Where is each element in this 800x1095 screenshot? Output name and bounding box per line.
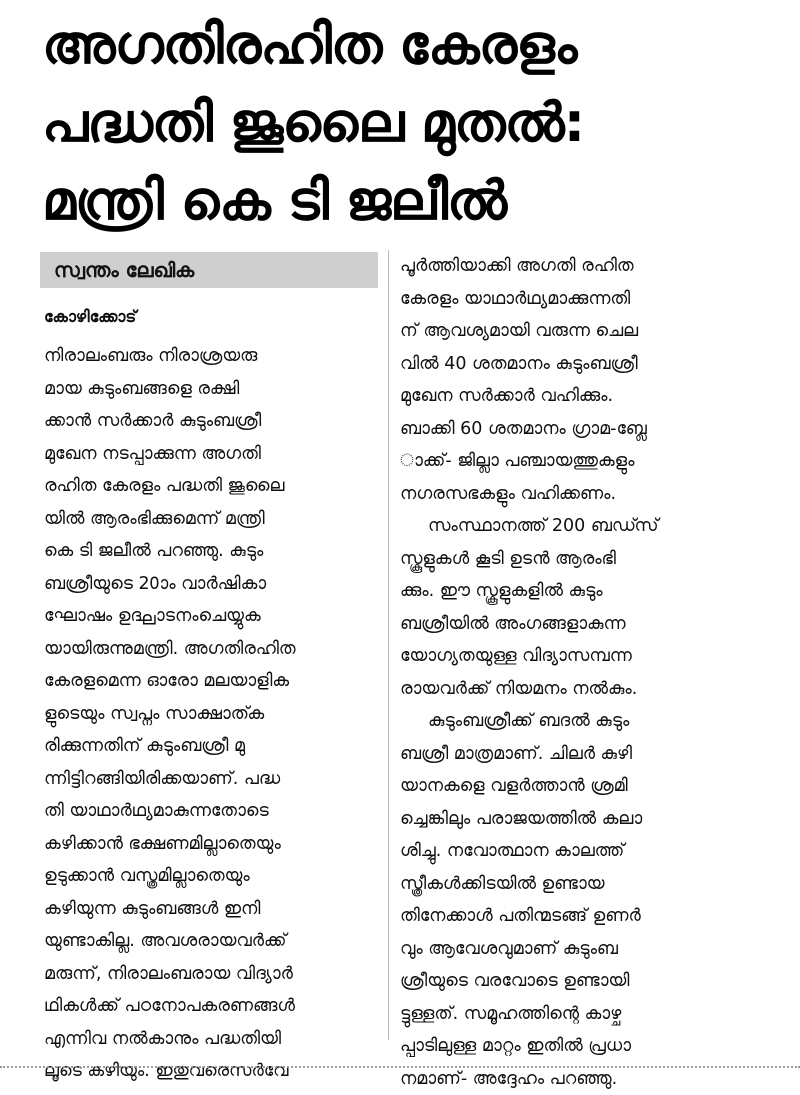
column-1-line: യുണ്ടാകില്ല. അവശരായവർക്ക് bbox=[44, 925, 384, 958]
column-1-line: കെ ടി ജലീൽ പറഞ്ഞു. കുടും bbox=[44, 535, 384, 568]
column-2-line: കേരളം യാഥാർഥ്യമാക്കുന്നതി bbox=[400, 283, 760, 316]
headline bbox=[42, 6, 782, 240]
dateline: കോഴിക്കോട് bbox=[44, 305, 136, 329]
column-2-line: ാക്ക്- ജില്ലാ പഞ്ചായത്തുകളും bbox=[400, 445, 760, 478]
column-2-line: സ്ത്രീകൾക്കിടയിൽ ഉണ്ടായ bbox=[400, 868, 760, 901]
column-2-line: ട്ടുള്ളത്. സമൂഹത്തിന്റെ കാഴ്ച bbox=[400, 998, 760, 1031]
column-2-line: ബശ്രീയിൽ അംഗങ്ങളാകുന്ന bbox=[400, 608, 760, 641]
column-1-line: ഥികൾക്ക് പഠനോപകരണങ്ങൾ bbox=[44, 990, 384, 1023]
column-1-line: ലൂടെ കഴിയും. ഇതുവരെസർവേ bbox=[44, 1055, 384, 1088]
column-1-line: ളുടെയും സ്വപ്നം സാക്ഷാത്ക bbox=[44, 698, 384, 731]
column-1-line: മരുന്ന്, നിരാലംബരായ വിദ്യാർ bbox=[44, 958, 384, 991]
column-2-line: തിനേക്കാൾ പതിന്മടങ്ങ് ഉണർ bbox=[400, 900, 760, 933]
column-2-line: ബശ്രീ മാത്രമാണ്. ചിലർ കുഴി bbox=[400, 738, 760, 771]
column-1-line: ഉടുക്കാൻ വസ്ത്രമില്ലാതെയും bbox=[44, 860, 384, 893]
column-1-line: മായ കുടുംബങ്ങളെ രക്ഷി bbox=[44, 373, 384, 406]
byline-box bbox=[40, 252, 378, 288]
column-2-line: യാനകളെ വളർത്താൻ ശ്രമി bbox=[400, 770, 760, 803]
bottom-dotted-rule bbox=[0, 1066, 800, 1068]
column-2-line: ക്കും. ഈ സ്കൂളുകളിൽ കുടും bbox=[400, 575, 760, 608]
column-2-line: വും ആവേശവുമാണ് കുടുംബ bbox=[400, 933, 760, 966]
column-2-line: സംസ്ഥാനത്ത് 200 ബഡ്സ് bbox=[400, 510, 760, 543]
headline-line-3: മന്ത്രി കെ ടി ജലീൽ bbox=[42, 162, 782, 240]
column-2-line: ന് ആവശ്യമായി വരുന്ന ചെല bbox=[400, 315, 760, 348]
column-2-line: വിൽ 40 ശതമാനം കുടുംബശ്രീ bbox=[400, 348, 760, 381]
column-2-line: പൂർത്തിയാക്കി അഗതി രഹിത bbox=[400, 250, 760, 283]
column-2-line: രായവർക്ക് നിയമനം നൽകും. bbox=[400, 673, 760, 706]
column-1-line: ഘോഷം ഉദ്ഘാടനംചെയ്യുക bbox=[44, 600, 384, 633]
column-2-line: ശിച്ചു. നവോത്ഥാന കാലത്ത് bbox=[400, 835, 760, 868]
column-2-line: പ്പാടിലുള്ള മാറ്റം ഇതിൽ പ്രധാ bbox=[400, 1030, 760, 1063]
column-1-line: ക്കാൻ സർക്കാർ കുടുംബശ്രീ bbox=[44, 405, 384, 438]
headline-line-1: അഗതിരഹിത കേരളം bbox=[42, 6, 782, 84]
column-1-line: ബശ്രീയുടെ 20ാം വാർഷികാ bbox=[44, 568, 384, 601]
headline-line-2: പദ്ധതി ജൂലൈ മുതൽ: bbox=[42, 84, 782, 162]
column-2-line: ശ്രീയുടെ വരവോടെ ഉണ്ടായി bbox=[400, 965, 760, 998]
column-1-line: യായിരുന്നുമന്ത്രി. അഗതിരഹിത bbox=[44, 633, 384, 666]
column-1-line: എന്നിവ നൽകാനും പദ്ധതിയി bbox=[44, 1023, 384, 1056]
byline: സ്വന്തം ലേഖിക bbox=[54, 256, 194, 284]
column-2-line: ബാക്കി 60 ശതമാനം ഗ്രാമ-ബ്ലേ bbox=[400, 413, 760, 446]
column-1-line: നിരാലംബരും നിരാശ്രയരു bbox=[44, 340, 384, 373]
column-2-line: ച്ചെങ്കിലും പരാജയത്തിൽ കലാ bbox=[400, 803, 760, 836]
column-1-line: കേരളമെന്ന ഓരോ മലയാളിക bbox=[44, 665, 384, 698]
column-1-line: കഴിക്കാൻ ഭക്ഷണമില്ലാതെയും bbox=[44, 828, 384, 861]
column-divider bbox=[388, 250, 389, 1040]
column-1-line: രിക്കുന്നതിന് കുടുംബശ്രീ മു bbox=[44, 730, 384, 763]
column-2-line: കുടുംബശ്രീക്ക് ബദൽ കുടും bbox=[400, 705, 760, 738]
column-2-line: സ്കൂളുകൾ കൂടി ഉടൻ ആരംഭി bbox=[400, 543, 760, 576]
column-1-line: ന്നിട്ടിറങ്ങിയിരിക്കയാണ്. പദ്ധ bbox=[44, 763, 384, 796]
column-2-line: നമാണ്- അദ്ദേഹം പറഞ്ഞു. bbox=[400, 1063, 760, 1095]
article-column-1 bbox=[44, 340, 384, 1088]
column-1-line: രഹിത കേരളം പദ്ധതി ജൂലൈ bbox=[44, 470, 384, 503]
column-2-line: മുഖേന സർക്കാർ വഹിക്കും. bbox=[400, 380, 760, 413]
article-column-2 bbox=[400, 250, 760, 1095]
column-1-line: മുഖേന നടപ്പാക്കുന്ന അഗതി bbox=[44, 438, 384, 471]
column-1-line: തി യാഥാർഥ്യമാകുന്നതോടെ bbox=[44, 795, 384, 828]
column-1-line: കഴിയുന്ന കുടുംബങ്ങൾ ഇനി bbox=[44, 893, 384, 926]
column-1-line: യിൽ ആരംഭിക്കുമെന്ന് മന്ത്രി bbox=[44, 503, 384, 536]
column-2-line: നഗരസഭകളും വഹിക്കണം. bbox=[400, 478, 760, 511]
column-2-line: യോഗ്യതയുള്ള വിദ്യാസമ്പന്ന bbox=[400, 640, 760, 673]
